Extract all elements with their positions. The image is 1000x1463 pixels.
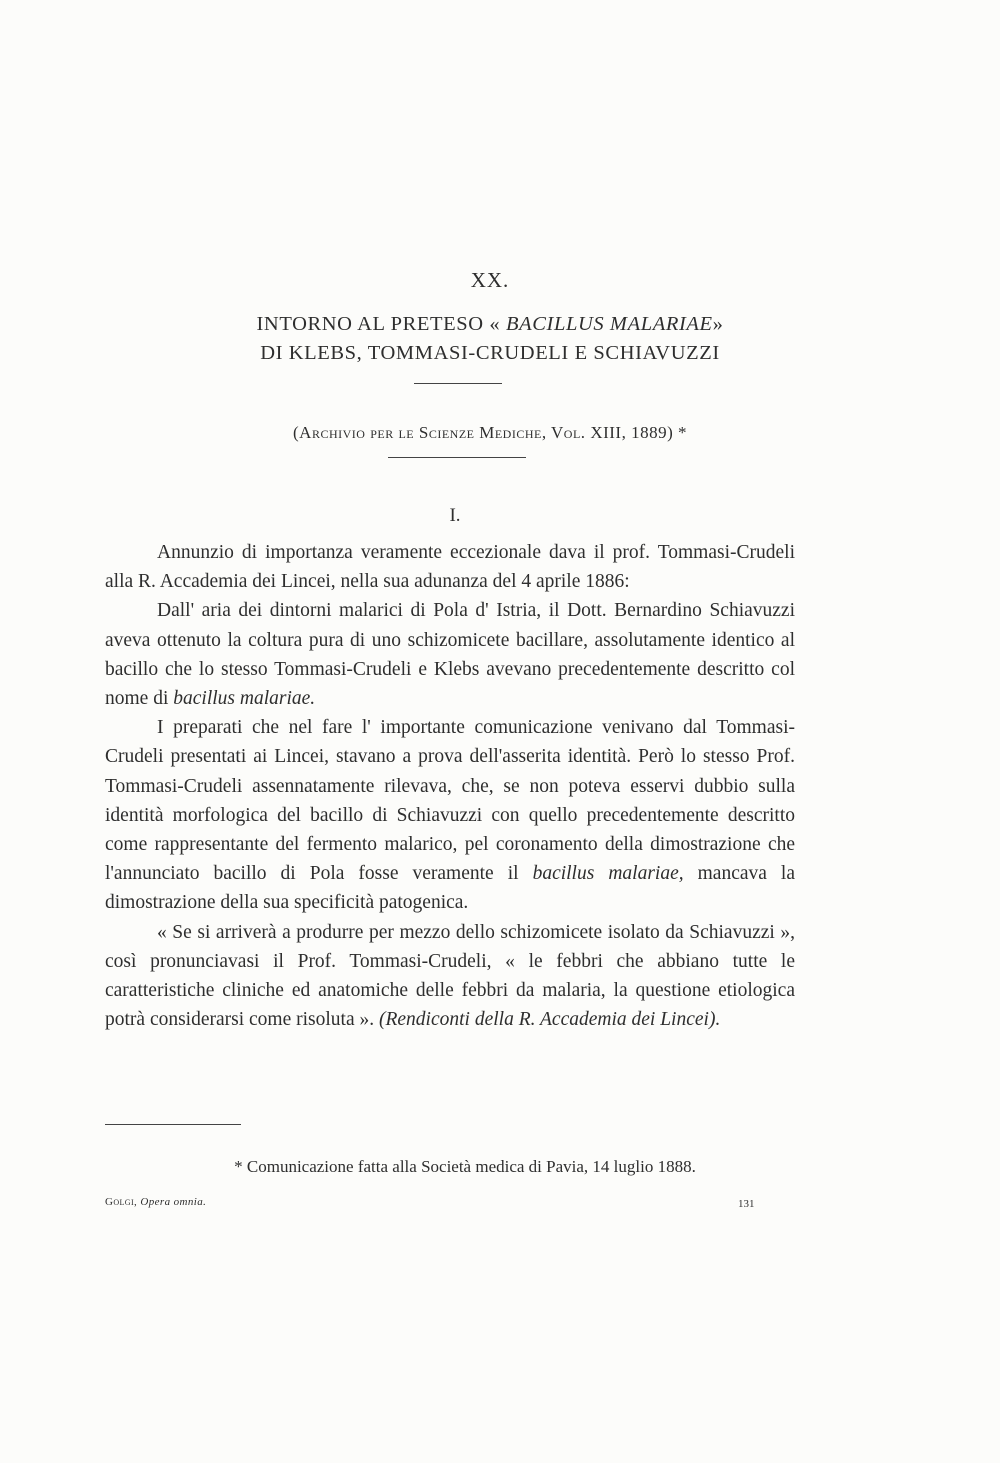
source-journal: Archivio per le Scienze Mediche, Vol. — [299, 423, 586, 442]
paragraph-3-text-a: I preparati che nel fare l' importante comunicazione venivano dal Tommasi-Crudeli presentati ai Lincei, stavano a prova dell'asserita identità. Però lo stesso Prof. Tommasi-Crudeli assennatamente rilevava, che, se non poteva esservi dubbio sulla identità morfologica del bacillo di Schiavuzzi con quello precedentemente descritto come rappresentante del fermento malarico, pel coronamento della dimostrazione che l'annunciato bacillo di Pola fosse veramente il — [105, 717, 795, 885]
source-open: ( — [293, 423, 300, 442]
running-footer — [105, 1196, 206, 1208]
footer-author: Golgi, — [105, 1196, 138, 1208]
source-divider — [388, 457, 526, 458]
footnote: * Comunicazione fatta alla Società medica di Pavia, 14 luglio 1888. — [234, 1157, 696, 1176]
body-text — [105, 538, 795, 1034]
source-citation — [0, 423, 950, 443]
chapter-number: XX. — [470, 268, 510, 292]
section-number: I. — [449, 505, 461, 526]
title-line-2: DI KLEBS, TOMMASI-CRUDELI E SCHIAVUZZI — [260, 342, 720, 364]
title-divider — [414, 383, 502, 384]
page-number: 131 — [738, 1198, 755, 1210]
footnote-divider — [105, 1124, 241, 1125]
footer-work: Opera omnia. — [140, 1196, 207, 1208]
paragraph-4 — [105, 918, 795, 1035]
paragraph-4-italic: (Rendiconti della R. Accademia dei Lincei). — [379, 1009, 721, 1031]
paragraph-1: Annunzio di importanza veramente eccezionale dava il prof. Tommasi-Crudeli alla R. Accademia dei Lincei, nella sua adunanza del 4 aprile 1886: — [105, 542, 795, 593]
paragraph-3 — [105, 713, 795, 917]
title-line-1 — [0, 313, 950, 336]
paragraph-2-italic: bacillus malariae. — [173, 688, 316, 710]
paragraph-3-text-b: mancava la dimostrazione della sua specificità patogenica. — [105, 863, 795, 914]
source-rest: XIII, 1889) * — [590, 423, 687, 442]
title-prefix: INTORNO AL PRETESO « — [256, 313, 501, 335]
paragraph-2-text: Dall' aria dei dintorni malarici di Pola d' Istria, il Dott. Bernardino Schiavuzzi aveva ottenuto la coltura pura di uno schizomicete bacillare, assolutamente identico al bacillo che lo stesso Tommasi-Crudeli e Klebs avevano precedentemente descritto col nome di — [105, 600, 795, 710]
title-italic: BACILLUS MALARIAE — [506, 313, 713, 335]
paragraph-4-text: « Se si arriverà a produrre per mezzo dello schizomicete isolato da Schiavuzzi », così pronunciavasi il Prof. Tommasi-Crudeli, « le febbri che abbiano tutte le caratteristiche cliniche ed anatomiche delle febbri da malaria, la questione etiologica potrà considerarsi come risoluta ». — [105, 921, 795, 1031]
paragraph-2 — [105, 596, 795, 713]
paragraph-3-italic: bacillus malariae, — [532, 863, 684, 885]
title-suffix: » — [712, 313, 724, 335]
